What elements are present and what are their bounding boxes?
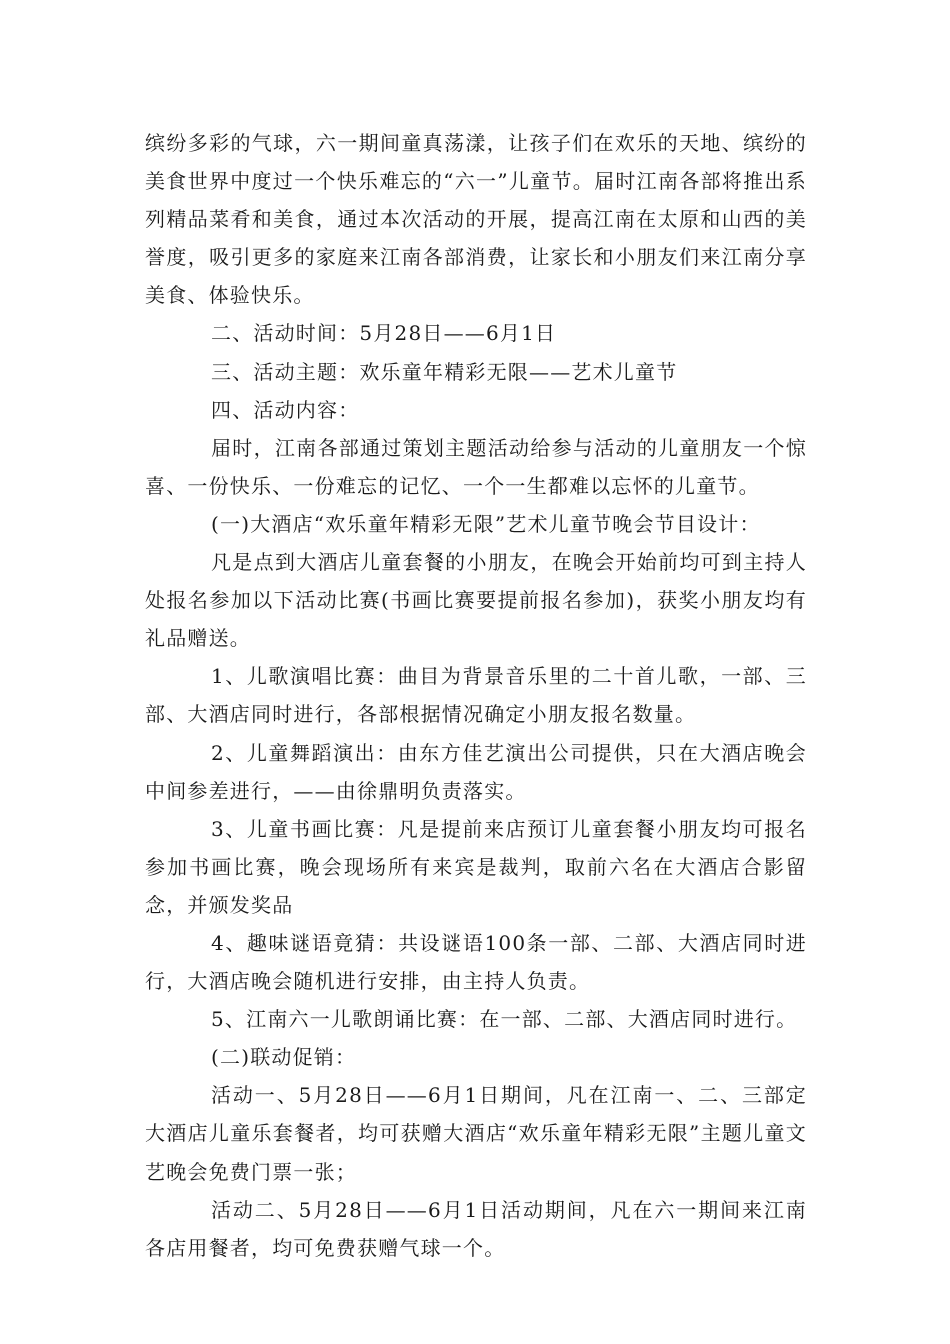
paragraph-promo-1: 活动一、5月28日——6月1日期间，凡在江南一、二、三部定大酒店儿童乐套餐者，均可获赠大酒店“欢乐童年精彩无限”主题儿童文艺晚会免费门票一张； [145,1083,807,1184]
paragraph-activity-theme: 三、活动主题：欢乐童年精彩无限——艺术儿童节 [211,359,678,384]
paragraph-item-5: 5、江南六一儿歌朗诵比赛：在一部、二部、大酒店同时进行。 [211,1007,798,1032]
paragraph-intro: 缤纷多彩的气球，六一期间童真荡漾，让孩子们在欢乐的天地、缤纷的美食世界中度过一个快乐难忘的“六一”儿童节。届时江南各部将推出系列精品菜肴和美食，通过本次活动的开展，提高江南在太原和山西的美誉度，吸引更多的家庭来江南各部消费，让家长和小朋友们来江南分享美食、体验快乐。 [145,131,807,308]
paragraph-item-1: 1、儿歌演唱比赛：曲目为背景音乐里的二十首儿歌，一部、三部、大酒店同时进行，各部根据情况确定小朋友报名数量。 [145,664,807,727]
paragraph-item-4: 4、趣味谜语竟猜：共设谜语100条一部、二部、大酒店同时进行，大酒店晚会随机进行安排，由主持人负责。 [145,930,807,994]
paragraph-promo-2: 活动二、5月28日——6月1日活动期间，凡在六一期间来江南各店用餐者，均可免费获赠气球一个。 [145,1197,807,1260]
paragraph-activity-time: 二、活动时间：5月28日——6月1日 [211,321,557,346]
paragraph-item-3: 3、儿童书画比赛：凡是提前来店预订儿童套餐小朋友均可报名参加书画比赛，晚会现场所有来宾是裁判，取前六名在大酒店合影留念，并颁发奖品 [145,816,807,917]
paragraph-item-2: 2、儿童舞蹈演出：由东方佳艺演出公司提供，只在大酒店晚会中间参差进行，——由徐鼎明负责落实。 [145,740,807,803]
paragraph-section-two-heading: (二)联动促销： [211,1045,357,1070]
paragraph-activity-content-heading: 四、活动内容： [211,397,360,422]
document-page [145,124,807,1267]
paragraph-content-intro: 届时，江南各部通过策划主题活动给参与活动的儿童朋友一个惊喜、一份快乐、一份难忘的记忆、一个一生都难以忘怀的儿童节。 [145,435,807,498]
paragraph-section-one-heading: (一)大酒店“欢乐童年精彩无限”艺术儿童节晚会节目设计： [211,511,761,536]
paragraph-section-one-intro: 凡是点到大酒店儿童套餐的小朋友，在晚会开始前均可到主持人处报名参加以下活动比赛(书画比赛要提前报名参加)，获奖小朋友均有礼品赠送。 [145,550,807,651]
